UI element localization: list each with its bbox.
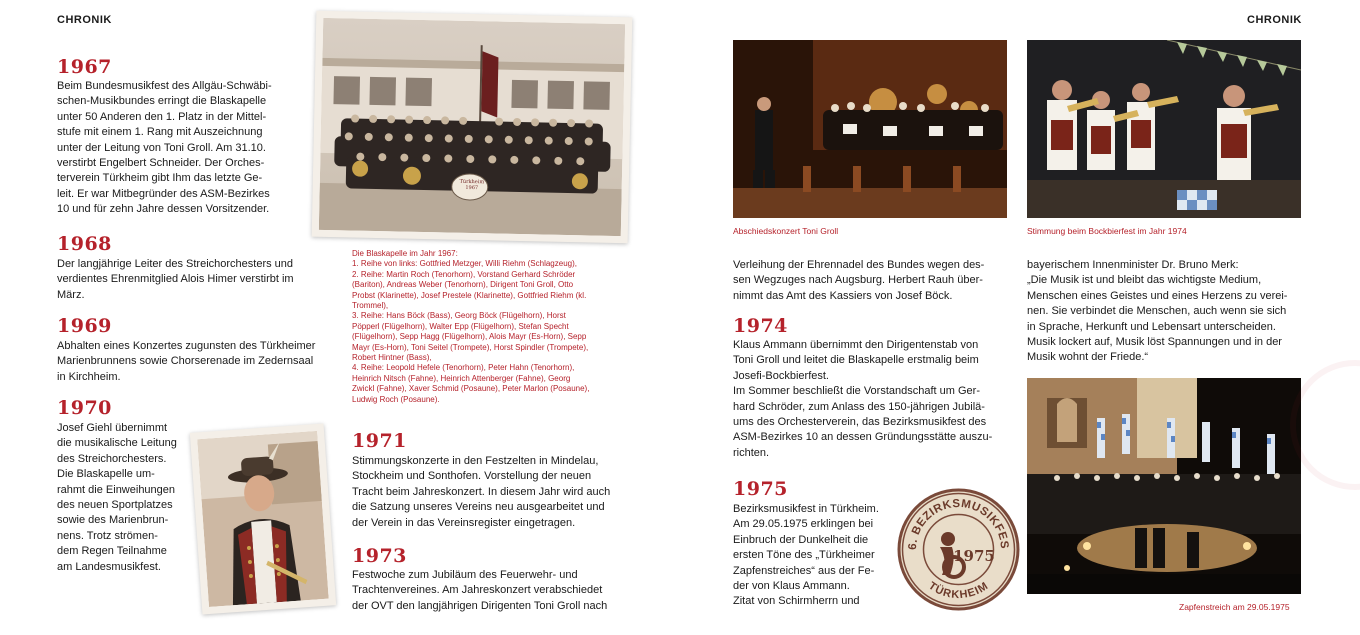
text-line: Musik wohnt der Friede.“	[1027, 351, 1149, 364]
text-line: Abhalten eines Konzertes zugunsten des Türkheimer	[57, 340, 316, 352]
text-line: Marienbrunnens sowie Chorserenade im Zedernsaal	[57, 355, 314, 368]
zapfenstreich-photo	[1027, 378, 1301, 594]
text-line: Klaus Ammann übernimmt den Dirigentenstab von	[733, 339, 979, 351]
giehl-portrait-image	[197, 431, 328, 607]
right-page	[680, 0, 1360, 635]
text-line: verdientes Ehrenmitglied Alois Himer verstirbt im	[57, 273, 294, 286]
text-line: der Verein in das Vereinsregister eingetragen.	[352, 516, 576, 529]
text-line: 10 und für zehn Jahre dessen Vorsitzender.	[57, 203, 270, 216]
text-line: in Kirchheim.	[57, 370, 121, 383]
text-line: Toni Groll und leitet die Blaskapelle erstmalig beim	[733, 354, 979, 367]
entry-1967-text	[57, 79, 309, 218]
entry-1975-text	[733, 502, 890, 610]
stamp-year: 1975	[953, 547, 995, 565]
text-line: die Satzung unseres Vereins neu ausgearbeitet und	[352, 501, 605, 514]
concert-photo-illustration	[733, 40, 1007, 218]
text-line: hard Schröder, zum Anlass des 150-jährigen Jubilä-	[733, 400, 985, 413]
text-line: leit. Er war Mitbegründer des ASM-Bezirkes	[57, 187, 270, 200]
caption-line: 4. Reihe: Leopold Hefele (Tenorhorn), Peter Hahn (Tenorhorn),	[352, 363, 575, 373]
band-photo-caption	[352, 249, 634, 405]
text-line: Der langjährige Leiter des Streichorchesters und	[57, 258, 294, 270]
portrait-illustration	[197, 431, 328, 607]
text-line: schen-Musikbundes erringt die Blaskapelle	[57, 95, 267, 108]
text-line: dem Regen Teilnahme	[57, 545, 167, 558]
text-line: Die Blaskapelle um-	[57, 468, 155, 481]
caption-line: (Flügelhorn), Sepp Hagg (Flügelhorn), Alois Mayr (Es-Horn), Sepp	[352, 332, 587, 342]
caption-line: Robert Hintner (Bass),	[352, 353, 432, 363]
year-heading-1974: 1974	[733, 315, 788, 337]
text-line: Tracht beim Jahreskonzert. In diesem Jahr wird auch	[352, 485, 611, 498]
text-line: des Streichorchesters.	[57, 452, 167, 465]
section-label: CHRONIK	[57, 14, 112, 26]
entry-1969-text	[57, 339, 333, 385]
caption-line: 3. Reihe: Hans Böck (Bass), Georg Böck (Flügelhorn), Horst	[352, 311, 566, 321]
year-heading-1970: 1970	[57, 397, 112, 419]
stamp-bottom-text: TÜRKHEIM	[926, 579, 991, 602]
text-line: Josef Giehl übernimmt	[57, 422, 168, 434]
section-label: CHRONIK	[1247, 14, 1302, 26]
text-line: terverein Türkheim gibt Ihm das letzte Ge-	[57, 172, 263, 185]
stamp-top-text: 6. BEZIRKSMUSIKFES	[906, 497, 1011, 551]
caption-line: Trommel),	[352, 301, 389, 311]
bezirksmusikfest-stamp	[896, 487, 1021, 612]
text-line: in Sprache, Herkunft und Lebensart unterscheiden.	[1027, 320, 1276, 333]
text-line: unter 50 Anderen den 1. Platz in der Mittel-	[57, 110, 267, 123]
band-photo-1967-image	[319, 18, 625, 236]
text-line: die musikalische Leitung	[57, 437, 177, 450]
text-line: verstirbt Engelbert Schneider. Der Orches-	[57, 157, 265, 170]
text-line: ersten Töne des „Türkheimer	[733, 549, 875, 562]
zapfenstreich-photo-illustration	[1027, 378, 1301, 594]
stamp-graphic	[896, 487, 1021, 612]
text-line: unter der Leitung von Toni Groll. Am 31.10.	[57, 141, 266, 154]
caption-line: 1. Reihe von links: Gottfried Metzger, Willi Riehm (Schlagzeug),	[352, 259, 577, 269]
text-line: Zitat von Schirmherrn und	[733, 595, 860, 608]
text-line: rahmt die Einweihungen	[57, 483, 176, 496]
text-line: Beim Bundesmusikfest des Allgäu-Schwäbi-	[57, 80, 272, 92]
text-line: des neuen Sportplatzes	[57, 499, 173, 512]
caption-line: Ludwig Roch (Posaune).	[352, 394, 440, 404]
text-line: Josefi-Bockbierfest.	[733, 369, 829, 382]
text-line: „Die Musik ist und bleibt das wichtigste Medium,	[1027, 274, 1262, 287]
entry-1973-continuation	[733, 258, 1008, 304]
text-line: Musik lockert auf, Musik löst Spannungen und in der	[1027, 336, 1282, 349]
caption-line: 2. Reihe: Martin Roch (Tenorhorn), Vorstand Gerhard Schröder	[352, 269, 576, 279]
text-line: Im Sommer beschließt die Vorstandschaft um Ger-	[733, 385, 980, 398]
caption-line: Heinrich Nitsch (Fahne), Heinrich Attenberger (Fahne), Georg	[352, 373, 571, 383]
text-line: der von Klaus Ammann.	[733, 580, 850, 593]
concert-photo-caption: Abschiedskonzert Toni Groll	[733, 226, 839, 236]
entry-1973-text	[352, 568, 627, 614]
bockbierfest-photo-illustration	[1027, 40, 1301, 218]
text-line: bayerischem Innenminister Dr. Bruno Merk:	[1027, 259, 1239, 271]
text-line: Trachtenvereines. Am Jahreskonzert verabschiedet	[352, 584, 603, 597]
entry-1968-text	[57, 257, 333, 303]
text-line: Menschen eines Geistes und eines Herzens zu verei-	[1027, 289, 1288, 302]
merk-quote	[1027, 258, 1301, 366]
year-heading-1975: 1975	[733, 478, 788, 500]
caption-line: Mayr (Es-Horn), Toni Seitel (Trompete), Horst Spindler (Trompete),	[352, 342, 589, 352]
text-line: Zapfenstreiches“ aus der Fe-	[733, 564, 875, 577]
text-line: Einbruch der Dunkelheit die	[733, 533, 869, 546]
text-line: nimmt das Amt des Kassiers von Josef Böck.	[733, 289, 953, 302]
text-line: ums des Orchesterverein, das Bezirksmusikfest des	[733, 416, 987, 429]
entry-1970-text	[57, 421, 189, 575]
year-heading-1968: 1968	[57, 233, 112, 255]
entry-1971-text	[352, 454, 627, 531]
text-line: sowie des Marienbrun-	[57, 514, 169, 527]
zapfenstreich-photo-caption: Zapfenstreich am 29.05.1975	[1179, 602, 1290, 612]
caption-line: Die Blaskapelle im Jahr 1967:	[352, 249, 458, 258]
year-heading-1967: 1967	[57, 56, 112, 78]
year-heading-1971: 1971	[352, 430, 407, 452]
text-line: Am 29.05.1975 erklingen bei	[733, 518, 874, 531]
text-line: am Landesmusikfest.	[57, 560, 161, 573]
bockbierfest-photo	[1027, 40, 1301, 218]
giehl-portrait-photo	[190, 424, 336, 615]
text-line: Stockheim und Sonthofen. Vorstellung der neuen	[352, 470, 592, 483]
text-line: nens. Trotz strömen-	[57, 529, 158, 542]
band-photo-illustration	[319, 18, 625, 236]
text-line: sen Wegzuges nach Augsburg. Herbert Rauh über-	[733, 274, 983, 287]
text-line: der OVT den langjährigen Dirigenten Toni Groll nach	[352, 599, 608, 612]
caption-line: Probst (Klarinette), Josef Prestele (Klarinette), Gottfried Riehm (kl.	[352, 290, 587, 300]
caption-line: Zwickl (Fahne), Xaver Schmid (Posaune), Peter Marlon (Posaune),	[352, 384, 590, 394]
text-line: ASM-Bezirkes 10 an dessen Gründungsstätte auszu-	[733, 431, 993, 444]
band-photo-1967	[312, 11, 633, 244]
text-line: Stimmungskonzerte in den Festzelten in Mindelau,	[352, 455, 599, 467]
text-line: März.	[57, 288, 85, 301]
text-line: Festwoche zum Jubiläum des Feuerwehr- und	[352, 569, 578, 581]
text-line: Verleihung der Ehrennadel des Bundes wegen des-	[733, 259, 985, 271]
caption-line: (Bariton), Andreas Weber (Tenorhorn), Dirigent Toni Groll, Otto	[352, 280, 574, 290]
concert-photo	[733, 40, 1007, 218]
text-line: richten.	[733, 446, 770, 459]
year-heading-1969: 1969	[57, 315, 112, 337]
text-line: Bezirksmusikfest in Türkheim.	[733, 503, 879, 515]
year-heading-1973: 1973	[352, 545, 407, 567]
bockbierfest-photo-caption: Stimmung beim Bockbierfest im Jahr 1974	[1027, 226, 1187, 236]
text-line: stufe mit einem 1. Rang mit Auszeichnung	[57, 126, 263, 139]
entry-1974-text	[733, 338, 1008, 461]
drum-label: Türkheim 1967	[459, 178, 485, 192]
text-line: nen. Sie verbindet die Menschen, auch wenn sie sich	[1027, 305, 1287, 318]
caption-line: Pöpperl (Flügelhorn), Walter Epp (Flügelhorn), Stefan Specht	[352, 321, 569, 331]
